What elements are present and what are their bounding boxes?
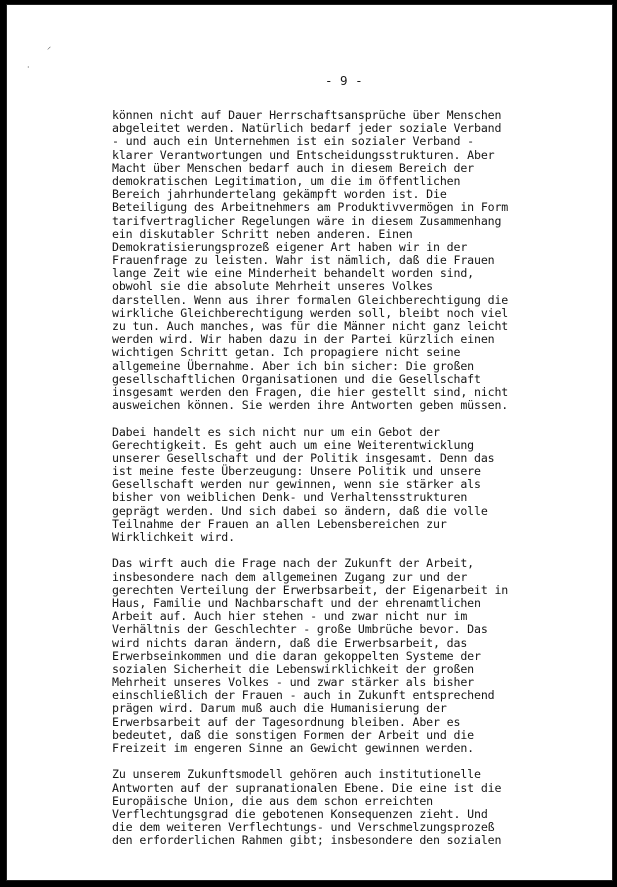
text-line: sozialen Sicherheit die Lebenswirklichkeit der großen — [112, 661, 474, 676]
text-line: Frauenfrage zu leisten. Wahr ist nämlich, daß die Frauen — [112, 253, 495, 268]
paragraph — [112, 109, 532, 412]
text-line: ein diskutabler Schritt neben anderen. Einen — [112, 226, 413, 241]
text-line: den erforderlichen Rahmen gibt; insbesondere den sozialen — [112, 833, 502, 848]
text-line: Gerechtigkeit. Es geht auch um eine Weiterentwicklung — [112, 437, 474, 452]
text-line: zu tun. Auch manches, was für die Männer nicht ganz leicht — [112, 319, 509, 333]
text-line: Erwerbsarbeit auf der Tagesordnung bleiben. Aber es — [112, 714, 461, 729]
text-line: Bereich jahrhundertelang gekämpft worden ist. Die — [112, 187, 447, 202]
text-line: abgeleitet werden. Natürlich bedarf jeder soziale Verband — [112, 121, 502, 136]
text-line: Das wirft auch die Frage nach der Zukunft der Arbeit, — [112, 556, 474, 571]
text-line: wirkliche Gleichberechtigung werden soll, bleibt noch viel — [112, 305, 509, 320]
text-line: Arbeit auf. Auch hier stehen - und zwar nicht nur im — [112, 609, 468, 624]
text-line: einschließlich der Frauen - auch in Zukunft entsprechend — [112, 688, 495, 703]
scan-speck: ⸝ — [47, 42, 51, 51]
text-line: ist meine feste Überzeugung: Unsere Politik und unsere — [112, 464, 481, 479]
text-line: unserer Gesellschaft und der Politik insgesamt. Denn das — [112, 450, 495, 465]
text-line: bisher von weiblichen Denk- und Verhaltensstrukturen — [112, 490, 468, 505]
text-line: demokratischen Legitimation, um die im öffentlichen — [112, 173, 461, 188]
text-line: Verhältnis der Geschlechter - große Umbrüche bevor. Das — [112, 622, 488, 637]
text-line: Zu unserem Zukunftsmodell gehören auch institutionelle — [112, 767, 481, 782]
text-line: geprägt werden. Und sich dabei so ändern, daß die volle — [112, 503, 488, 518]
text-line: obwohl sie die absolute Mehrheit unseres Volkes — [112, 279, 434, 294]
text-line: Mehrheit unseres Volkes - und zwar stärker als bisher — [112, 675, 474, 690]
text-line: können nicht auf Dauer Herrschaftsansprüche über Menschen — [112, 108, 502, 122]
text-line: Gesellschaft werden nur gewinnen, wenn sie stärker als — [112, 477, 481, 492]
text-line: Antworten auf der supranationalen Ebene. Die eine ist die — [112, 780, 502, 795]
text-line: tarifvertraglicher Regelungen wäre in diesem Zusammenhang — [112, 213, 502, 228]
document-body — [112, 109, 532, 861]
text-line: gerechten Verteilung der Erwerbsarbeit, der Eigenarbeit in — [112, 582, 509, 597]
text-line: prägen wird. Darum muß auch die Humanisierung der — [112, 701, 447, 716]
text-line: Teilnahme der Frauen an allen Lebensbereichen zur — [112, 516, 447, 531]
text-line: gesellschaftlichen Organisationen und die Gesellschaft — [112, 371, 481, 386]
text-line: wird nichts daran ändern, daß die Erwerbsarbeit, das — [112, 635, 468, 650]
text-line: bedeutet, daß die sonstigen Formen der Arbeit und die — [112, 727, 474, 742]
text-line: Dabei handelt es sich nicht nur um ein Gebot der — [112, 424, 440, 439]
text-line: lange Zeit wie eine Minderheit behandelt worden sind, — [112, 266, 474, 281]
text-line: Macht über Menschen bedarf auch in diesem Bereich der — [112, 160, 474, 175]
text-line: werden wird. Wir haben dazu in der Partei kürzlich einen — [112, 332, 495, 347]
text-line: allgemeine Übernahme. Aber ich bin sicher: Die großen — [112, 358, 474, 373]
text-line: die dem weiteren Verflechtungs- und Verschmelzungsprozeß — [112, 820, 495, 835]
text-line: klarer Verantwortungen und Entscheidungsstrukturen. Aber — [112, 147, 495, 162]
paragraph — [112, 768, 532, 847]
text-line: Europäische Union, die aus dem schon erreichten — [112, 793, 434, 808]
text-line: Freizeit im engeren Sinne an Gewicht gewinnen werden. — [112, 741, 474, 755]
paragraph — [112, 557, 532, 755]
text-line: Haus, Familie und Nachbarschaft und der ehrenamtlichen — [112, 595, 481, 610]
text-line: insgesamt werden den Fragen, die hier gestellt sind, nicht — [112, 384, 509, 399]
text-line: Erwerbseinkommen und die daran gekoppelten Systeme der — [112, 648, 481, 663]
text-line: Beteiligung des Arbeitnehmers am Produktivvermögen in Form — [112, 200, 509, 215]
text-line: Verflechtungsgrad die gebotenen Konsequenzen zieht. Und — [112, 806, 488, 821]
document-page — [6, 4, 613, 881]
page-number: - 9 - — [325, 73, 363, 88]
text-line: ausweichen können. Sie werden ihre Antworten geben müssen. — [112, 398, 509, 413]
text-line: wichtigen Schritt getan. Ich propagiere nicht seine — [112, 345, 461, 360]
text-line: Demokratisierungsprozeß eigener Art haben wir in der — [112, 239, 468, 254]
scan-speck: · — [27, 63, 30, 72]
text-line: darstellen. Wenn aus ihrer formalen Gleichberechtigung die — [112, 292, 509, 307]
text-line: Wirklichkeit wird. — [112, 530, 235, 544]
paragraph — [112, 426, 532, 545]
text-line: insbesondere nach dem allgemeinen Zugang zur und der — [112, 569, 468, 584]
text-line: - und auch ein Unternehmen ist ein sozialer Verband - — [112, 134, 474, 149]
